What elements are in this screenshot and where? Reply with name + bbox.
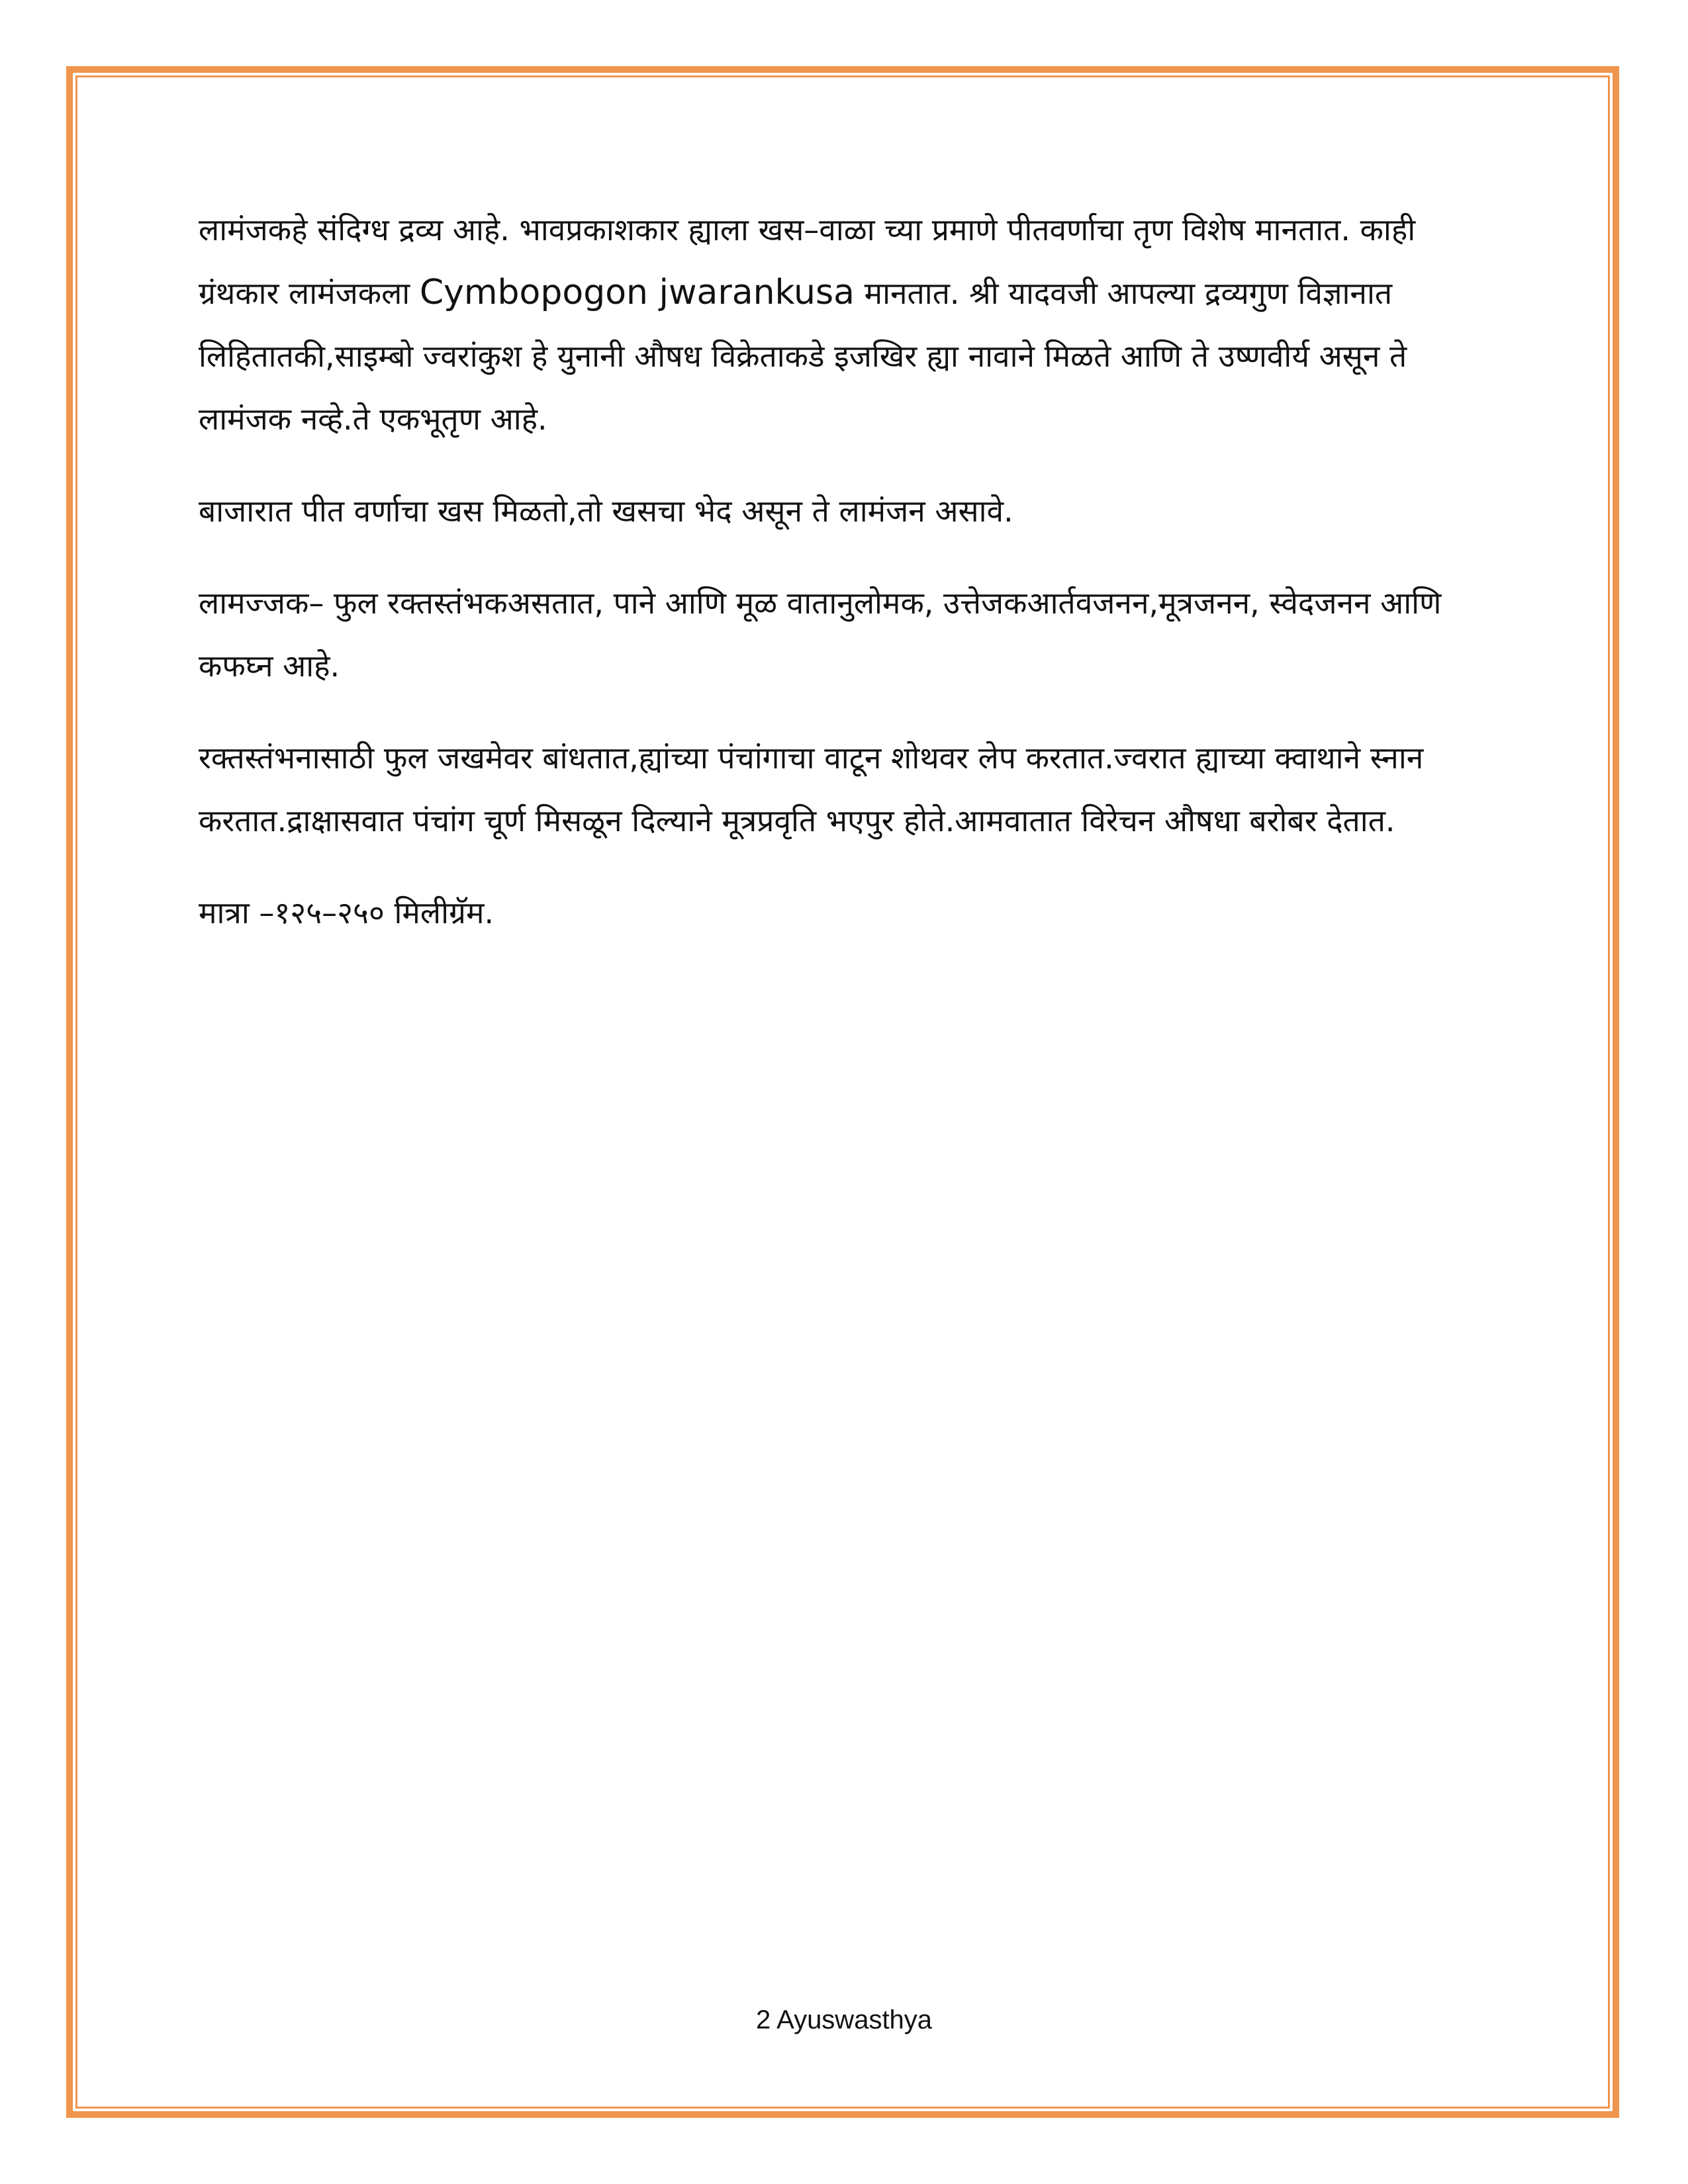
paragraph-intro-part-2: मानतात. श्री यादवजी आपल्या द्रव्यगुण विज्ञानात लिहितातकी,साइम्बो ज्वरांकुश हे युनानी औषध विक्रेताकडे इजखिर ह्या नावाने मिळते आणि ते उष्णवीर्य असून ते लामंजक नव्हे.ते एकभूतृण आहे. [199, 275, 1407, 437]
paragraph-uses: रक्तस्तंभनासाठी फुल जखमेवर बांधतात,ह्यांच्या पंचांगाचा वाटून शोथवर लेप करतात.ज्वरात ह्याच्या क्वाथाने स्नान करतात.द्राक्षासवात पंचांग चूर्ण मिसळून दिल्याने मूत्रप्रवृति भएपुर होते.आमवातात विरेचन औषधा बरोबर देतात. [199, 740, 1424, 839]
document-body [199, 199, 1496, 974]
page-footer: 2 Ayuswasthya [755, 2005, 933, 2034]
paragraph-intro-part-1: लामंजकहे संदिग्ध द्रव्य आहे. भावप्रकाशकार ह्याला खस–वाळा च्या प्रमाणे पीतवर्णाचा तृण विशेष मानतात. काही ग्रंथकार लामंजकला [199, 212, 1416, 311]
paragraph-dosage: मात्रा –१२५–२५० मिलीग्रॅम. [199, 895, 494, 931]
paragraph-market-variety: बाजारात पीत वर्णाचा खस मिळतो,तो खसचा भेद असून ते लामंजन असावे. [199, 493, 1013, 529]
paragraph-properties: लामज्जक– फुल रक्तस्तंभकअसतात, पाने आणि मूळ वातानुलोमक, उत्तेजकआर्तवजनन,मूत्रजनन, स्वेदजनन आणि कफघ्न आहे. [199, 585, 1442, 684]
botanical-name: Cymbopogon jwarankusa [419, 273, 855, 312]
paragraph-lamanjak-intro [199, 199, 1496, 451]
